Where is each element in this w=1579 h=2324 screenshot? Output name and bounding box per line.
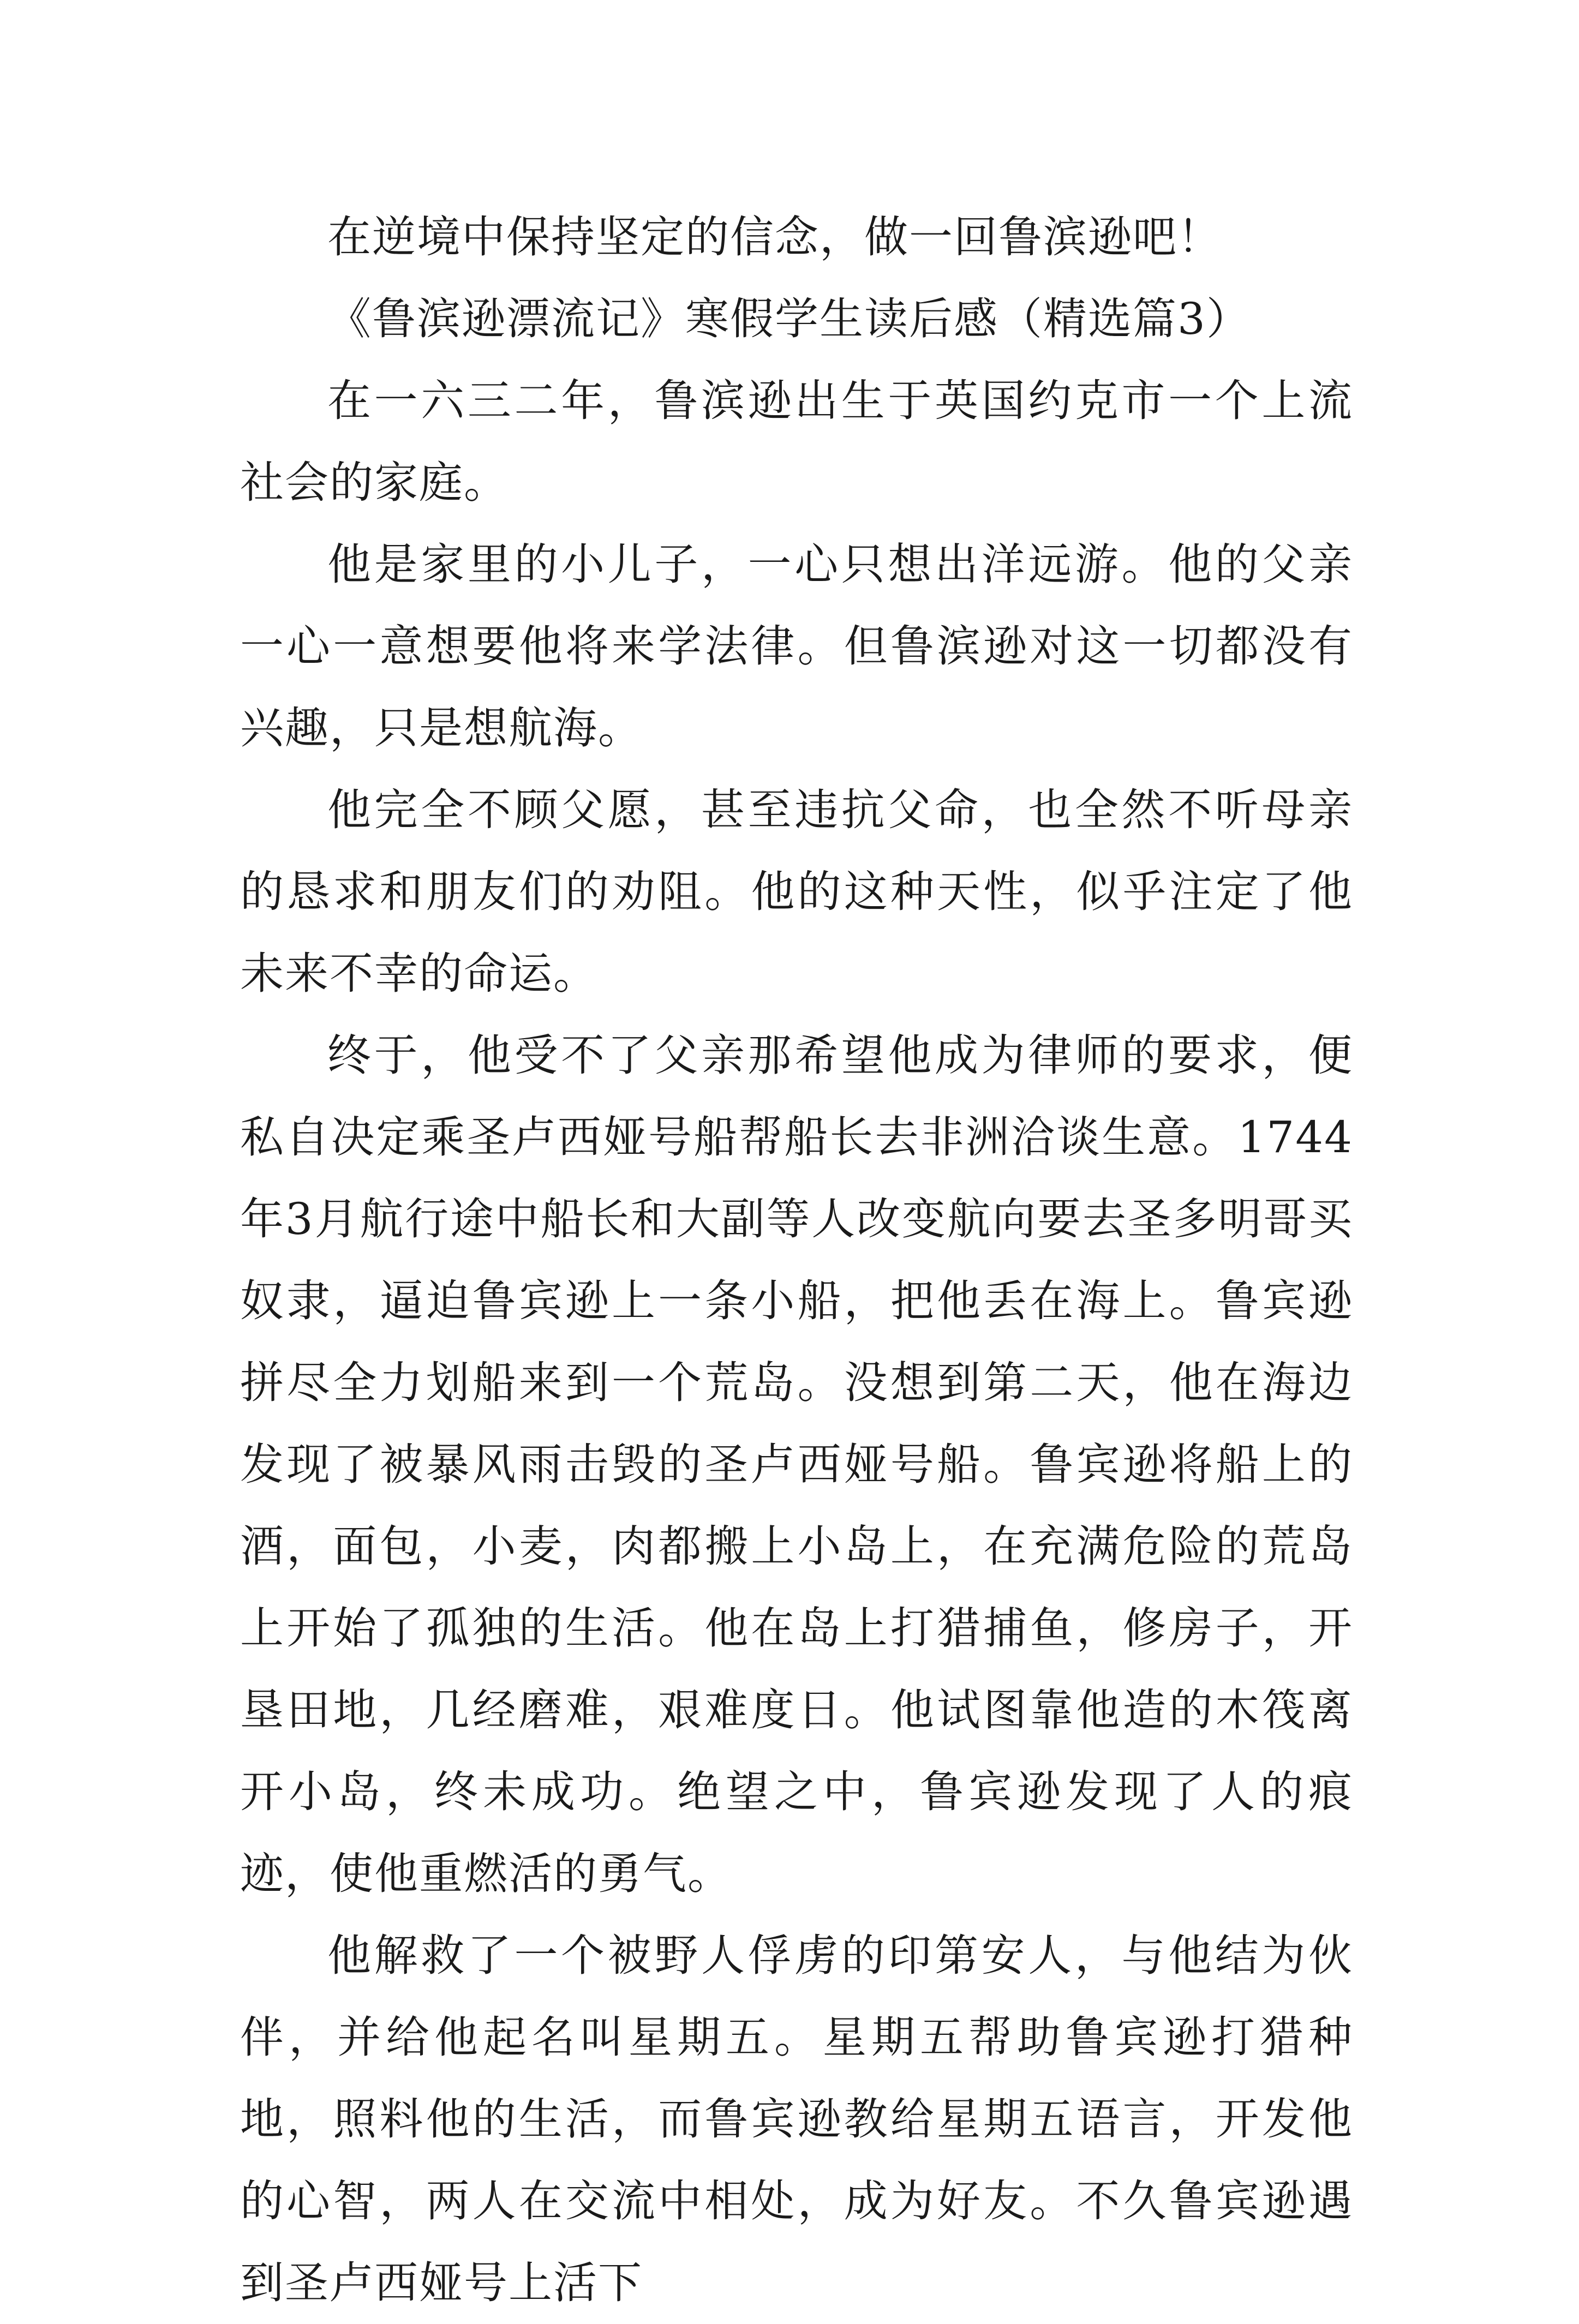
paragraph-friday: 他解救了一个被野人俘虏的印第安人，与他结为伙伴，并给他起名叫星期五。星期五帮助鲁宾逊打猎种地，照料他的生活，而鲁宾逊教给星期五语言，开发他的心智，两人在交流中相处，成为好友。不久鲁宾逊遇到圣卢西娅号上活下 <box>240 1930 1353 2308</box>
paragraph-defiance: 他完全不顾父愿，甚至违抗父命，也全然不听母亲的恳求和朋友们的劝阻。他的这种天性，似乎注定了他未来不幸的命运。 <box>240 784 1353 999</box>
paragraph-closing-line: 在逆境中保持坚定的信念，做一回鲁滨逊吧！ <box>327 212 1222 262</box>
paragraph-voyage: 终于，他受不了父亲那希望他成为律师的要求，便私自决定乘圣卢西娅号船帮船长去非洲洽谈生意。1744年3月航行途中船长和大副等人改变航向要去圣多明哥买奴隶，逼迫鲁宾逊上一条小船，把他丢在海上。鲁宾逊拼尽全力划船来到一个荒岛。没想到第二天，他在海边发现了被暴风雨击毁的圣卢西娅号船。鲁宾逊将船上的酒，面包，小麦，肉都搬上小岛上，在充满危险的荒岛上开始了孤独的生活。他在岛上打猎捕鱼，修房子，开垦田地，几经磨难，艰难度日。他试图靠他造的木筏离开小岛，终未成功。绝望之中，鲁宾逊发现了人的痕迹，使他重燃活的勇气。 <box>240 1030 1353 1899</box>
paragraph-birth: 在一六三二年，鲁滨逊出生于英国约克市一个上流社会的家庭。 <box>240 375 1353 508</box>
paragraph-family: 他是家里的小儿子，一心只想出洋远游。他的父亲一心一意想要他将来学法律。但鲁滨逊对这一切都没有兴趣，只是想航海。 <box>240 539 1353 753</box>
document-body <box>240 196 1353 2324</box>
section-heading: 《鲁滨逊漂流记》寒假学生读后感（精选篇3） <box>327 294 1251 344</box>
